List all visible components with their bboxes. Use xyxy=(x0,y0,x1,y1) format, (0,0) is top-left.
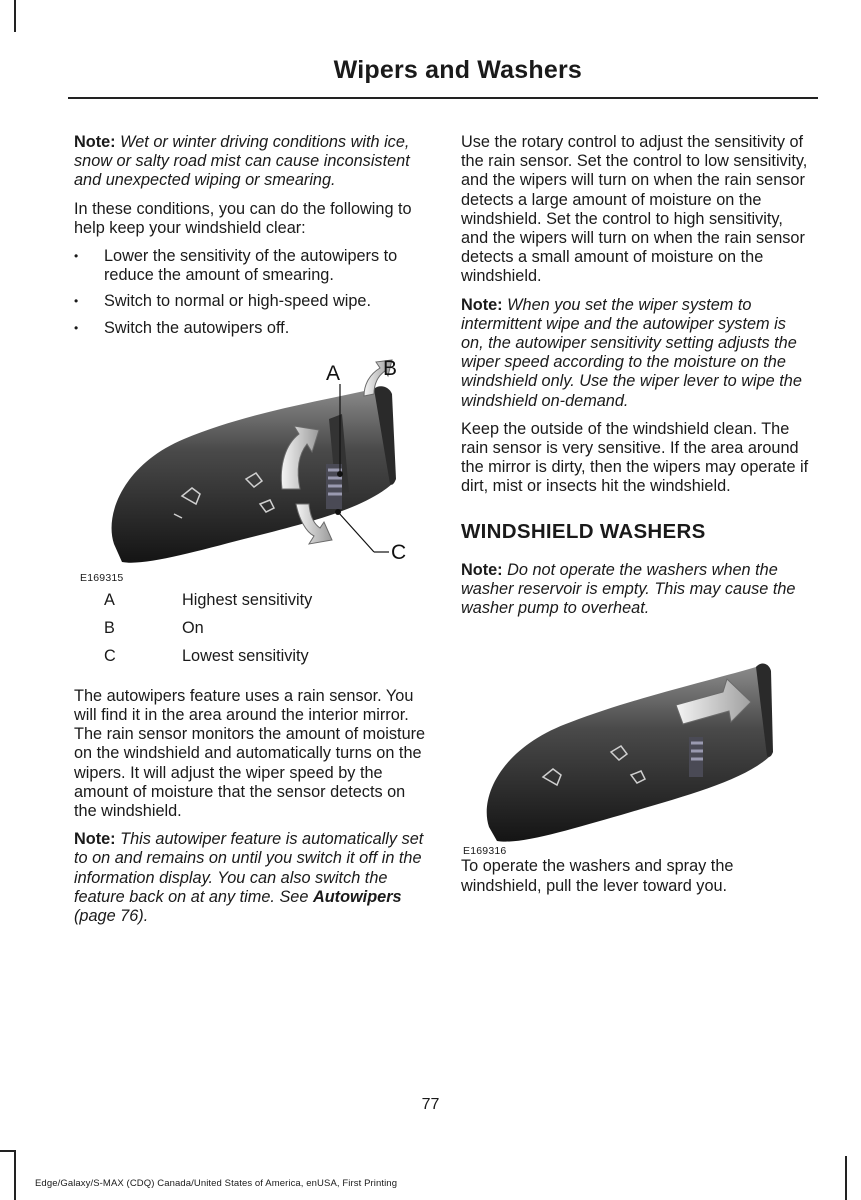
bullet-item: • Lower the sensitivity of the autowipers to reduce the amount of smearing. xyxy=(74,247,426,285)
keep-clean-paragraph: Keep the outside of the windshield clean. The rain sensor is very sensitive. If the area around the mirror is dirty, then the wipers may operate if dirt, mist or insects hit the windshield. xyxy=(461,419,809,496)
callout-b-label: B xyxy=(383,356,398,380)
rotary-control-paragraph: Use the rotary control to adjust the sensitivity of the rain sensor. Set the control to low sensitivity, and the wipers will turn on when the rain sensor detects a large amount of moisture on the windshield. Set the control to high sensitivity, and the wipers will turn on when the rain sensor detects a small amount of moisture on the windshield. xyxy=(461,133,808,286)
footer-printing-info: Edge/Galaxy/S-MAX (CDQ) Canada/United States of America, enUSA, First Printing xyxy=(35,1178,398,1189)
bullet-item: • Switch to normal or high-speed wipe. xyxy=(74,292,426,311)
legend-row xyxy=(74,619,426,647)
figure-washer-lever xyxy=(461,627,813,877)
legend-row xyxy=(74,591,426,619)
note-label: Note: xyxy=(74,133,116,151)
note-text: When you set the wiper system to intermittent wipe and the autowiper system is on, the autowiper sensitivity setting adjusts the wiper speed according to the moisture on the windshield only. Use the wiper lever to wipe the windshield on-demand. xyxy=(461,295,802,410)
autowipers-paragraph: The autowipers feature uses a rain sensor. You will find it in the area around the interior mirror. The rain sensor monitors the amount of moisture on the windshield and automatically turns on the wipers. It will adjust the wiper speed by the amount of moisture that the sensor detects on the windshield. xyxy=(74,686,426,821)
figure-id: E169315 xyxy=(80,571,124,584)
figure-rotary-control xyxy=(74,344,426,584)
washer-lever-illustration xyxy=(461,627,813,862)
legend-text: On xyxy=(182,618,204,637)
figure-id: E169316 xyxy=(463,845,507,858)
note-text: Do not operate the washers when the washer reservoir is empty. This may cause the washer pump to overheat. xyxy=(461,560,796,618)
note-text: Wet or winter driving conditions with ice, snow or salty road mist can cause inconsistent and unexpected wiping or smearing. xyxy=(74,133,410,190)
bullet-item: • Switch the autowipers off. xyxy=(74,319,426,338)
crop-mark-bottom-left-h xyxy=(0,1150,15,1152)
note-label: Note: xyxy=(461,560,503,579)
callout-c-label: C xyxy=(391,540,407,564)
page-number: 77 xyxy=(421,1096,440,1113)
note-label: Note: xyxy=(74,830,116,849)
legend-letter: C xyxy=(104,646,116,665)
legend-row xyxy=(74,647,426,675)
note-text: This autowiper feature is automatically set to on and remains on until you switch it off in the information display. You can also switch the feature back on at any time. See xyxy=(74,830,424,906)
section-heading-washers: WINDSHIELD WASHERS xyxy=(461,519,706,543)
intro-paragraph: In these conditions, you can do the following to help keep your windshield clear: xyxy=(74,199,412,237)
note-intermittent-wipe xyxy=(461,296,813,411)
note-label: Note: xyxy=(461,295,503,314)
legend-letter: B xyxy=(104,618,115,637)
callout-a-label: A xyxy=(326,361,341,385)
bullet-list xyxy=(74,247,426,338)
autowipers-link[interactable]: Autowipers xyxy=(312,887,402,906)
note-autowiper-default xyxy=(74,830,426,926)
legend-table xyxy=(74,591,426,675)
crop-mark-bottom-right xyxy=(845,1156,847,1200)
note-empty-reservoir xyxy=(461,561,813,619)
wiper-lever-illustration xyxy=(74,344,426,579)
right-column xyxy=(461,133,813,905)
crop-mark-top xyxy=(14,0,16,32)
note-wet-conditions xyxy=(74,133,426,191)
crop-mark-bottom-left xyxy=(14,1150,16,1200)
legend-letter: A xyxy=(104,590,115,609)
page-reference: (page 76). xyxy=(74,907,149,926)
legend-text: Lowest sensitivity xyxy=(182,646,309,665)
page-title: Wipers and Washers xyxy=(333,56,582,84)
operate-washers-paragraph: To operate the washers and spray the windshield, pull the lever toward you. xyxy=(461,857,734,895)
header-rule xyxy=(68,97,818,99)
left-column xyxy=(74,133,426,935)
legend-text: Highest sensitivity xyxy=(182,590,313,609)
